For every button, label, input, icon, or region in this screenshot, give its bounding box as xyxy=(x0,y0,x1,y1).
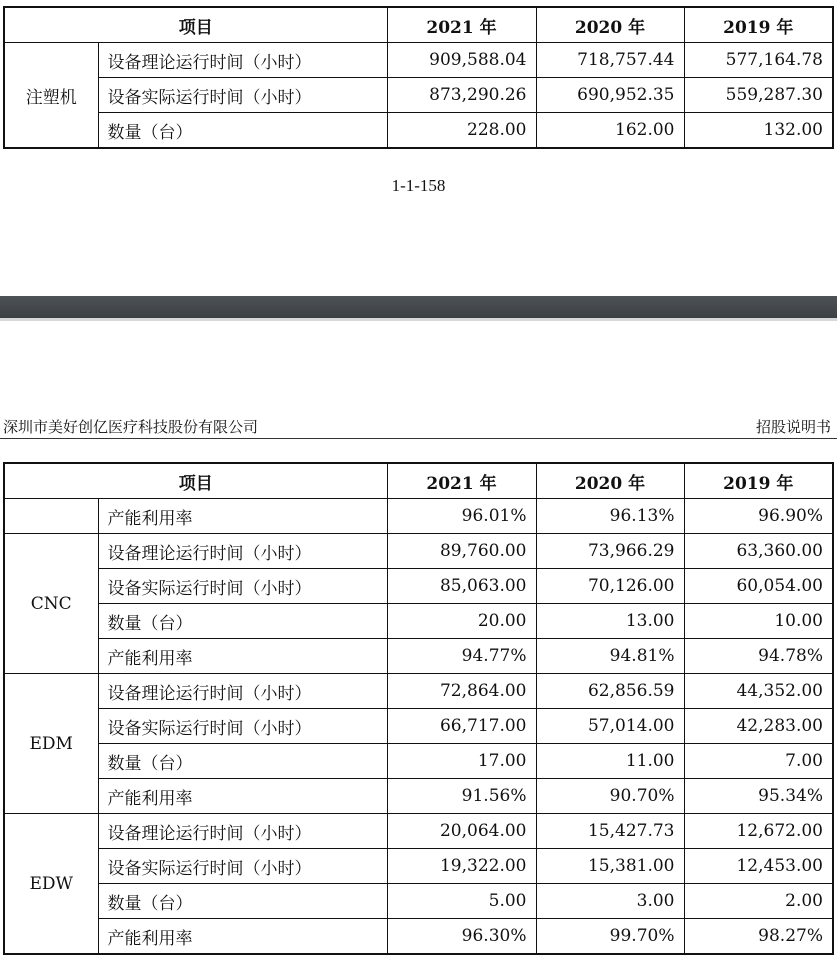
cell-2020: 62,856.59 xyxy=(536,674,684,709)
table-row xyxy=(4,499,833,534)
cell-2019: 94.78% xyxy=(684,639,833,674)
table-row xyxy=(4,849,833,884)
cell-2020: 99.70% xyxy=(536,919,684,955)
table-row xyxy=(4,709,833,744)
table-row xyxy=(4,674,833,709)
cell-2019: 577,164.78 xyxy=(684,43,833,78)
cell-2021: 91.56% xyxy=(387,779,536,814)
header-2019: 2019 年 xyxy=(684,463,833,499)
cell-2020: 15,427.73 xyxy=(536,814,684,849)
group-label-empty xyxy=(4,499,98,534)
cell-2020: 15,381.00 xyxy=(536,849,684,884)
table-row xyxy=(4,919,833,955)
row-label: 数量（台） xyxy=(98,744,387,779)
group-label: 注塑机 xyxy=(4,43,98,149)
cell-2021: 20.00 xyxy=(387,604,536,639)
header-2021: 2021 年 xyxy=(387,7,536,43)
cell-2020: 162.00 xyxy=(536,113,684,149)
row-label: 设备理论运行时间（小时） xyxy=(98,534,387,569)
cell-2021: 909,588.04 xyxy=(387,43,536,78)
row-label: 产能利用率 xyxy=(98,639,387,674)
cell-2021: 66,717.00 xyxy=(387,709,536,744)
row-label: 数量（台） xyxy=(98,113,387,149)
cell-2019: 12,672.00 xyxy=(684,814,833,849)
cell-2019: 7.00 xyxy=(684,744,833,779)
table-row xyxy=(4,779,833,814)
cell-2019: 2.00 xyxy=(684,884,833,919)
table-header-row xyxy=(4,463,833,499)
cell-2019: 60,054.00 xyxy=(684,569,833,604)
cell-2019: 98.27% xyxy=(684,919,833,955)
table-row xyxy=(4,569,833,604)
cell-2021: 19,322.00 xyxy=(387,849,536,884)
header-2020: 2020 年 xyxy=(536,7,684,43)
cell-2021: 85,063.00 xyxy=(387,569,536,604)
row-label: 产能利用率 xyxy=(98,919,387,955)
cell-2021: 5.00 xyxy=(387,884,536,919)
cell-2019: 42,283.00 xyxy=(684,709,833,744)
row-label: 设备理论运行时间（小时） xyxy=(98,674,387,709)
cell-2020: 96.13% xyxy=(536,499,684,534)
cell-2020: 70,126.00 xyxy=(536,569,684,604)
cell-2020: 57,014.00 xyxy=(536,709,684,744)
capacity-table-bottom xyxy=(3,462,834,955)
row-label: 数量（台） xyxy=(98,604,387,639)
cell-2021: 873,290.26 xyxy=(387,78,536,113)
row-label: 设备实际运行时间（小时） xyxy=(98,569,387,604)
table-row xyxy=(4,884,833,919)
cell-2020: 73,966.29 xyxy=(536,534,684,569)
group-label: EDM xyxy=(4,674,98,814)
table-row xyxy=(4,78,833,113)
table-row xyxy=(4,814,833,849)
cell-2019: 44,352.00 xyxy=(684,674,833,709)
cell-2021: 228.00 xyxy=(387,113,536,149)
cell-2021: 17.00 xyxy=(387,744,536,779)
cell-2020: 3.00 xyxy=(536,884,684,919)
page-break-divider xyxy=(0,296,837,318)
cell-2019: 63,360.00 xyxy=(684,534,833,569)
table-row xyxy=(4,639,833,674)
row-label: 数量（台） xyxy=(98,884,387,919)
cell-2019: 10.00 xyxy=(684,604,833,639)
row-label: 设备实际运行时间（小时） xyxy=(98,78,387,113)
cell-2021: 94.77% xyxy=(387,639,536,674)
table-header-row xyxy=(4,7,833,43)
cell-2020: 94.81% xyxy=(536,639,684,674)
row-label: 设备理论运行时间（小时） xyxy=(98,814,387,849)
row-label: 产能利用率 xyxy=(98,499,387,534)
document-type: 招股说明书 xyxy=(755,418,831,436)
cell-2019: 95.34% xyxy=(684,779,833,814)
company-name: 深圳市美好创亿医疗科技股份有限公司 xyxy=(3,418,259,436)
row-label: 设备理论运行时间（小时） xyxy=(98,43,387,78)
page-header xyxy=(0,414,837,439)
cell-2019: 559,287.30 xyxy=(684,78,833,113)
group-label: CNC xyxy=(4,534,98,674)
cell-2020: 690,952.35 xyxy=(536,78,684,113)
row-label: 设备实际运行时间（小时） xyxy=(98,849,387,884)
table-row xyxy=(4,744,833,779)
cell-2020: 90.70% xyxy=(536,779,684,814)
header-2021: 2021 年 xyxy=(387,463,536,499)
row-label: 设备实际运行时间（小时） xyxy=(98,709,387,744)
table-row xyxy=(4,604,833,639)
cell-2019: 132.00 xyxy=(684,113,833,149)
table-row xyxy=(4,43,833,78)
table-row xyxy=(4,113,833,149)
cell-2021: 96.30% xyxy=(387,919,536,955)
page-number: 1-1-158 xyxy=(391,176,446,195)
cell-2021: 96.01% xyxy=(387,499,536,534)
cell-2020: 13.00 xyxy=(536,604,684,639)
header-2019: 2019 年 xyxy=(684,7,833,43)
group-label: EDW xyxy=(4,814,98,955)
cell-2019: 12,453.00 xyxy=(684,849,833,884)
row-label: 产能利用率 xyxy=(98,779,387,814)
capacity-table-top xyxy=(3,6,834,149)
cell-2020: 11.00 xyxy=(536,744,684,779)
header-item: 项目 xyxy=(4,7,387,43)
cell-2019: 96.90% xyxy=(684,499,833,534)
cell-2020: 718,757.44 xyxy=(536,43,684,78)
cell-2021: 20,064.00 xyxy=(387,814,536,849)
header-2020: 2020 年 xyxy=(536,463,684,499)
cell-2021: 89,760.00 xyxy=(387,534,536,569)
header-item: 项目 xyxy=(4,463,387,499)
table-row xyxy=(4,534,833,569)
cell-2021: 72,864.00 xyxy=(387,674,536,709)
